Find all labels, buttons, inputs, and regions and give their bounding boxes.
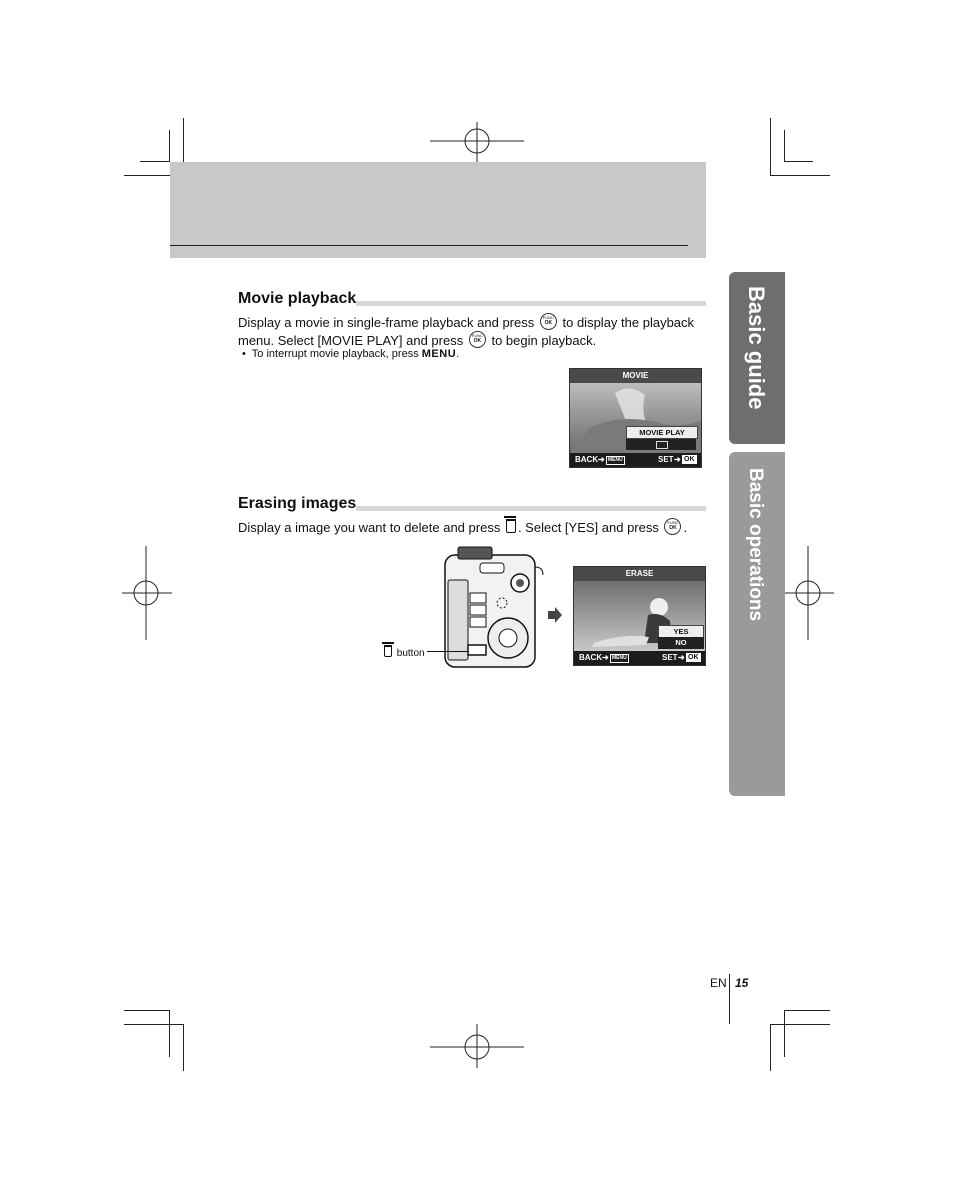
bullet-dot-icon: • bbox=[242, 348, 246, 360]
arrow-right-icon: ➜ bbox=[598, 455, 605, 464]
lcd-title: ERASE bbox=[574, 567, 705, 581]
menu-icon: MENU bbox=[612, 655, 627, 661]
ok-icon: OK bbox=[684, 456, 695, 463]
language-code: EN bbox=[710, 976, 727, 990]
page-number-divider bbox=[729, 974, 730, 1024]
section-title-movie: Movie playback bbox=[238, 290, 357, 307]
page-number: 15 bbox=[735, 976, 749, 990]
ok-icon: OK bbox=[688, 654, 699, 661]
registration-target-left bbox=[122, 546, 172, 640]
arrow-right-icon: ➜ bbox=[602, 653, 609, 662]
movie-lcd-screen bbox=[569, 368, 702, 468]
side-tab-basic-guide[interactable] bbox=[729, 272, 785, 444]
registration-target-right bbox=[784, 546, 834, 640]
erase-lcd-screen bbox=[573, 566, 706, 666]
side-tab-label: Basic operations bbox=[745, 468, 766, 622]
lcd-set-label: SET bbox=[658, 455, 674, 464]
trash-icon bbox=[384, 645, 392, 657]
arrow-right-icon: ➜ bbox=[674, 455, 681, 464]
movie-bullet: • To interrupt movie playback, press MENU. bbox=[242, 348, 460, 360]
trash-button-label: button bbox=[382, 645, 425, 659]
trash-icon bbox=[506, 519, 516, 533]
arrow-right-icon: ➜ bbox=[678, 653, 685, 662]
leader-line bbox=[427, 651, 469, 652]
section-title-erase: Erasing images bbox=[238, 495, 357, 512]
erase-instructions: Display a image you want to delete and press . Select [YES] and press FUNC OK . bbox=[238, 518, 708, 536]
section-underline bbox=[356, 506, 706, 511]
section-underline bbox=[356, 301, 706, 306]
menu-button-label: MENU bbox=[421, 348, 457, 360]
lcd-option-no[interactable]: NO bbox=[658, 637, 704, 649]
header-rule bbox=[170, 245, 688, 246]
header-band bbox=[170, 162, 706, 258]
registration-target-bottom bbox=[430, 1024, 524, 1068]
playback-icon bbox=[656, 441, 668, 449]
side-tab-basic-operations[interactable] bbox=[729, 452, 785, 796]
lcd-title: MOVIE bbox=[570, 369, 701, 383]
ok-func-icon bbox=[664, 518, 681, 535]
lcd-back-label: BACK bbox=[579, 653, 603, 662]
lcd-menu-item-movie-play[interactable]: MOVIE PLAY bbox=[626, 426, 698, 439]
lcd-back-label: BACK bbox=[575, 455, 599, 464]
registration-target-top bbox=[430, 122, 524, 166]
lcd-option-yes[interactable]: YES bbox=[658, 625, 704, 638]
movie-instructions: Display a movie in single-frame playback and press FUNC OK to display the playback menu. Select [MOVIE PLAY] and press FUNC OK to begin playback. bbox=[238, 313, 708, 349]
menu-icon: MENU bbox=[608, 457, 623, 463]
arrow-right-icon bbox=[547, 606, 563, 624]
ok-func-icon bbox=[540, 313, 557, 330]
side-tab-label: Basic guide bbox=[744, 286, 769, 410]
lcd-set-label: SET bbox=[662, 653, 678, 662]
ok-func-icon bbox=[469, 331, 486, 348]
